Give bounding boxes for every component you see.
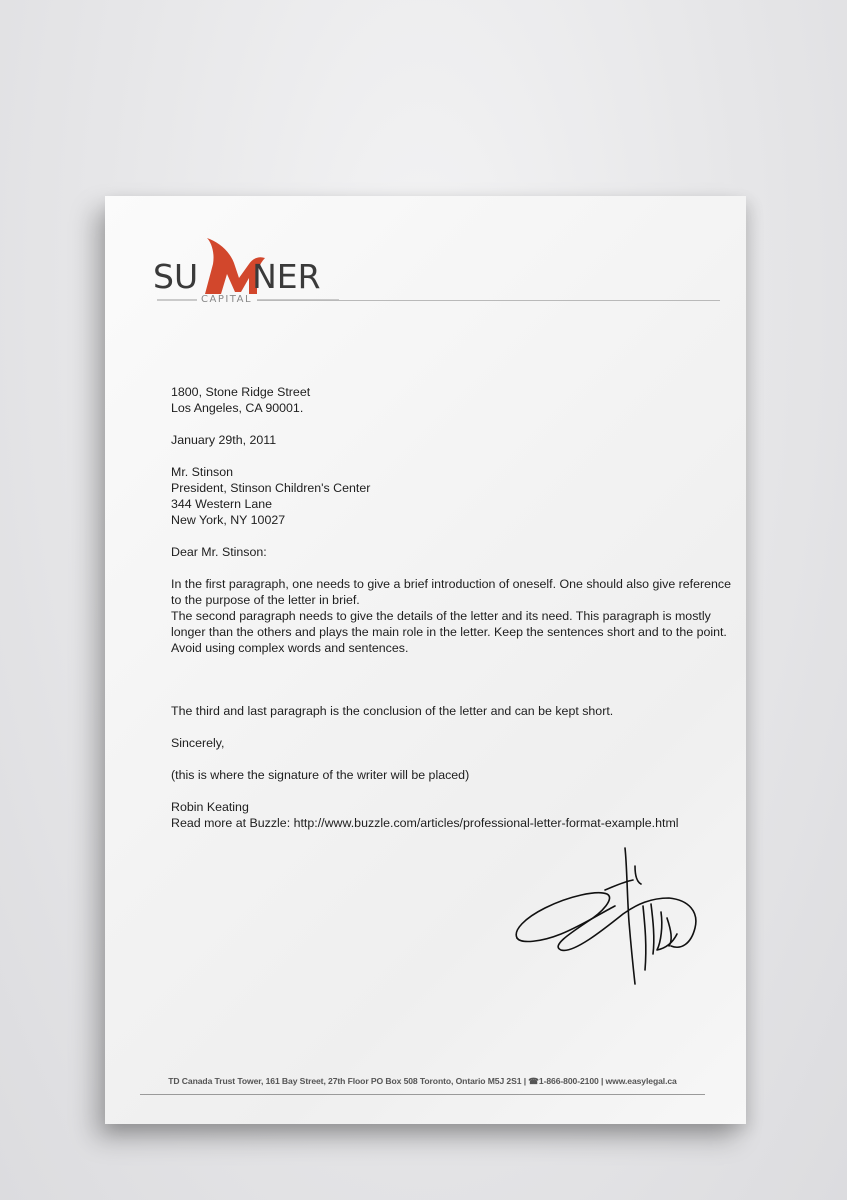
logo-subtext: CAPITAL bbox=[201, 294, 253, 305]
paragraph-3: The third and last paragraph is the conclusion of the letter and can be kept short. bbox=[171, 704, 614, 718]
recipient-line-2: President, Stinson Children's Center bbox=[171, 481, 371, 495]
footer-contact: TD Canada Trust Tower, 161 Bay Street, 27th Floor PO Box 508 Toronto, Ontario M5J 2S1 | ☎1-866-800-2100 | www.easylegal.ca bbox=[168, 1076, 677, 1086]
recipient-address bbox=[171, 464, 731, 528]
letterhead-paper bbox=[105, 196, 746, 1124]
recipient-line-4: New York, NY 10027 bbox=[171, 513, 286, 527]
paragraph-1 bbox=[171, 576, 731, 608]
paragraph-1-line-2: to the purpose of the letter in brief. bbox=[171, 593, 360, 607]
paragraph-2-line-1: The second paragraph needs to give the details of the letter and its need. This paragraph is mostly bbox=[171, 609, 711, 623]
logo-rules bbox=[153, 234, 343, 306]
paragraph-2-line-3: Avoid using complex words and sentences. bbox=[171, 641, 409, 655]
footer-rule bbox=[140, 1094, 705, 1095]
logo-text-right: NER bbox=[252, 257, 321, 296]
letter-body bbox=[171, 384, 731, 831]
recipient-line-1: Mr. Stinson bbox=[171, 465, 233, 479]
sender-address-line-2: Los Angeles, CA 90001. bbox=[171, 401, 304, 415]
read-more-link[interactable]: Read more at Buzzle: http://www.buzzle.com/articles/professional-letter-format-example.html bbox=[171, 816, 679, 830]
logo-text-left: SU bbox=[153, 257, 199, 296]
signer-name: Robin Keating bbox=[171, 800, 249, 814]
company-logo bbox=[153, 234, 343, 306]
paragraph-2-line-2: longer than the others and plays the main role in the letter. Keep the sentences short and to the point. bbox=[171, 625, 727, 639]
handwritten-signature-icon bbox=[511, 846, 701, 986]
paragraph-2 bbox=[171, 608, 731, 656]
recipient-line-3: 344 Western Lane bbox=[171, 497, 273, 511]
sender-address-line-1: 1800, Stone Ridge Street bbox=[171, 385, 311, 399]
sender-address bbox=[171, 384, 731, 416]
letter-date: January 29th, 2011 bbox=[171, 433, 277, 447]
closing: Sincerely, bbox=[171, 736, 225, 750]
header-rule bbox=[257, 300, 720, 301]
salutation: Dear Mr. Stinson: bbox=[171, 545, 267, 559]
signature-note: (this is where the signature of the writer will be placed) bbox=[171, 768, 470, 782]
paragraph-1-line-1: In the first paragraph, one needs to give a brief introduction of oneself. One should also give reference bbox=[171, 577, 731, 591]
